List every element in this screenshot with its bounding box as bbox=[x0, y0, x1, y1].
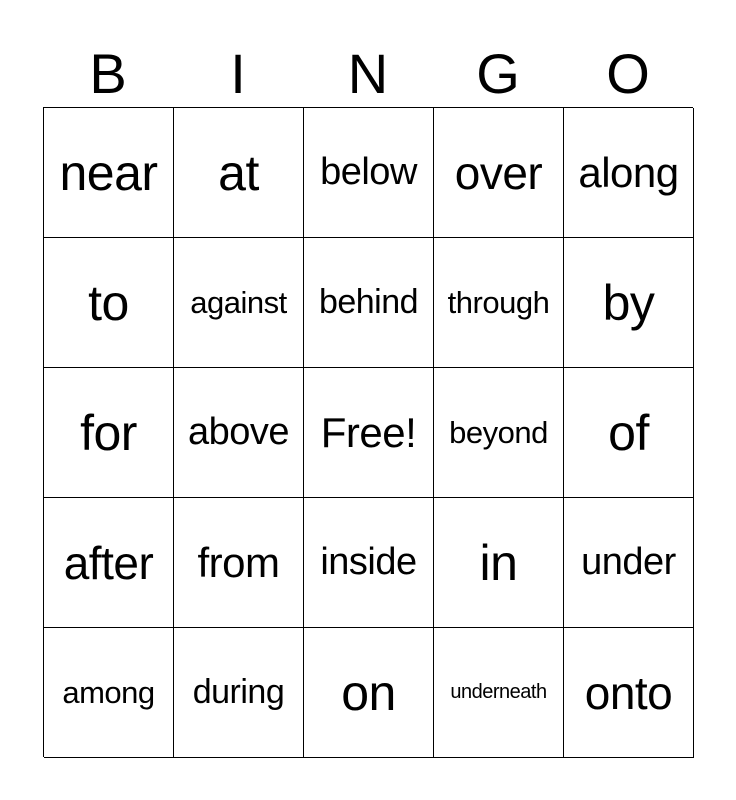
bingo-header bbox=[43, 40, 693, 108]
bingo-cell[interactable]: onto bbox=[564, 628, 694, 758]
header-letter-n: N bbox=[347, 42, 389, 105]
bingo-cell[interactable]: after bbox=[44, 498, 174, 628]
bingo-cell[interactable]: along bbox=[564, 108, 694, 238]
bingo-cell[interactable]: above bbox=[174, 368, 304, 498]
bingo-cell[interactable]: at bbox=[174, 108, 304, 238]
bingo-cell[interactable]: during bbox=[174, 628, 304, 758]
bingo-cell[interactable]: behind bbox=[304, 238, 434, 368]
header-letter-g: G bbox=[476, 42, 520, 105]
free-space-cell[interactable]: Free! bbox=[304, 368, 434, 498]
bingo-cell[interactable]: near bbox=[44, 108, 174, 238]
bingo-cell[interactable]: of bbox=[564, 368, 694, 498]
bingo-cell[interactable]: under bbox=[564, 498, 694, 628]
bingo-cell[interactable]: from bbox=[174, 498, 304, 628]
bingo-cell[interactable]: inside bbox=[304, 498, 434, 628]
bingo-cell[interactable]: to bbox=[44, 238, 174, 368]
bingo-cell[interactable]: on bbox=[304, 628, 434, 758]
bingo-board bbox=[43, 107, 693, 757]
header-letter-i: I bbox=[230, 42, 246, 105]
bingo-cell[interactable]: underneath bbox=[434, 628, 564, 758]
bingo-cell[interactable]: beyond bbox=[434, 368, 564, 498]
bingo-cell[interactable]: through bbox=[434, 238, 564, 368]
bingo-cell[interactable]: below bbox=[304, 108, 434, 238]
bingo-cell[interactable]: against bbox=[174, 238, 304, 368]
header-letter-b: B bbox=[89, 42, 127, 105]
bingo-cell[interactable]: among bbox=[44, 628, 174, 758]
bingo-cell[interactable]: for bbox=[44, 368, 174, 498]
bingo-cell[interactable]: by bbox=[564, 238, 694, 368]
header-letter-o: O bbox=[606, 42, 650, 105]
bingo-cell[interactable]: over bbox=[434, 108, 564, 238]
bingo-cell[interactable]: in bbox=[434, 498, 564, 628]
